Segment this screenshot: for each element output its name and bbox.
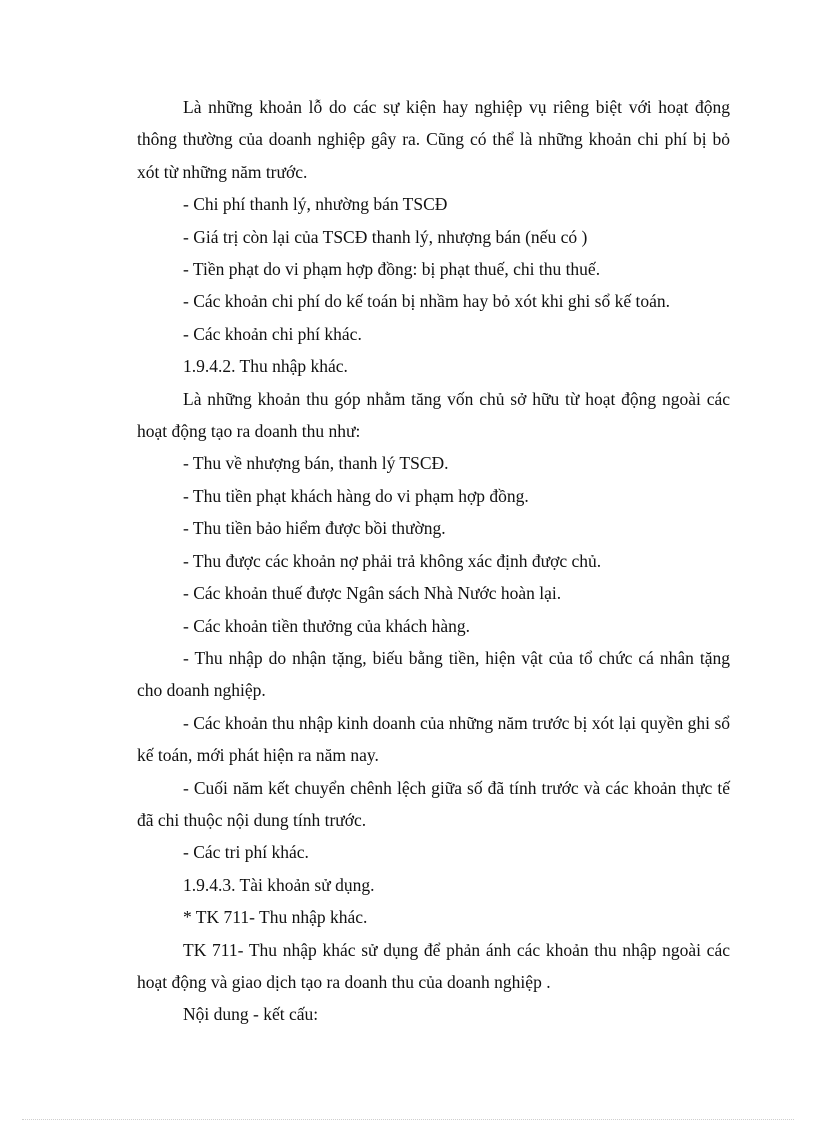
document-body bbox=[137, 91, 730, 1031]
list-item-customer-penalty: - Thu tiền phạt khách hàng do vi phạm hợp đồng. bbox=[183, 485, 529, 506]
paragraph-tk711-description: TK 711- Thu nhập khác sử dụng để phản ánh các khoản thu nhập ngoài các hoạt động và giao dịch tạo ra doanh thu của doanh nghiệp . bbox=[137, 939, 730, 992]
list-item-other-expenses: - Các khoản chi phí khác. bbox=[183, 323, 362, 344]
list-item-residual-value: - Giá trị còn lại của TSCĐ thanh lý, nhượng bán (nếu có ) bbox=[183, 226, 588, 247]
list-item-accounting-errors: - Các khoản chi phí do kế toán bị nhầm hay bỏ xót khi ghi sổ kế toán. bbox=[183, 291, 670, 312]
section-heading-other-income: 1.9.4.2. Thu nhập khác. bbox=[183, 356, 348, 377]
list-item-asset-sale-income: - Thu về nhượng bán, thanh lý TSCĐ. bbox=[183, 453, 449, 474]
list-item-other-costs: - Các tri phí khác. bbox=[183, 842, 309, 863]
page-bottom-divider bbox=[22, 1119, 794, 1120]
list-item-debts-no-owner: - Thu được các khoản nợ phải trả không xác định được chủ. bbox=[183, 550, 602, 571]
list-item-donations: - Thu nhập do nhận tặng, biếu bằng tiền, hiện vật của tổ chức cá nhân tặng cho doanh nghiệp. bbox=[137, 647, 730, 701]
paragraph-content-structure: Nội dung - kết cấu: bbox=[183, 1004, 319, 1025]
paragraph-other-income-definition: Là những khoản thu góp nhằm tăng vốn chủ sở hữu từ hoạt động ngoài các hoạt động tạo ra doanh thu như: bbox=[137, 388, 730, 442]
paragraph-other-expenses-definition: Là những khoản lỗ do các sự kiện hay nghiệp vụ riêng biệt với hoạt động thông thường của doanh nghiệp gây ra. Cũng có thể là những khoản chi phí bị bỏ xót từ những năm trước. bbox=[137, 97, 730, 182]
list-item-customer-bonus: - Các khoản tiền thưởng của khách hàng. bbox=[183, 615, 470, 636]
list-item-prior-year-income: - Các khoản thu nhập kinh doanh của những năm trước bị xót lại quyền ghi sổ kế toán, mới phát hiện ra năm nay. bbox=[137, 712, 730, 766]
list-item-year-end-difference: - Cuối năm kết chuyển chênh lệch giữa số đã tính trước và các khoản thực tế đã chi thuộc nội dung tính trước. bbox=[137, 777, 730, 830]
account-heading-tk711: * TK 711- Thu nhập khác. bbox=[183, 907, 368, 928]
list-item-contract-penalty: - Tiền phạt do vi phạm hợp đồng: bị phạt thuế, chi thu thuế. bbox=[183, 259, 601, 280]
list-item-insurance-compensation: - Thu tiền bảo hiểm được bồi thường. bbox=[183, 518, 446, 539]
section-heading-accounts-used: 1.9.4.3. Tài khoản sử dụng. bbox=[183, 874, 375, 895]
list-item-tax-refund: - Các khoản thuế được Ngân sách Nhà Nước hoàn lại. bbox=[183, 583, 562, 604]
list-item-asset-liquidation-cost: - Chi phí thanh lý, nhường bán TSCĐ bbox=[183, 194, 448, 215]
